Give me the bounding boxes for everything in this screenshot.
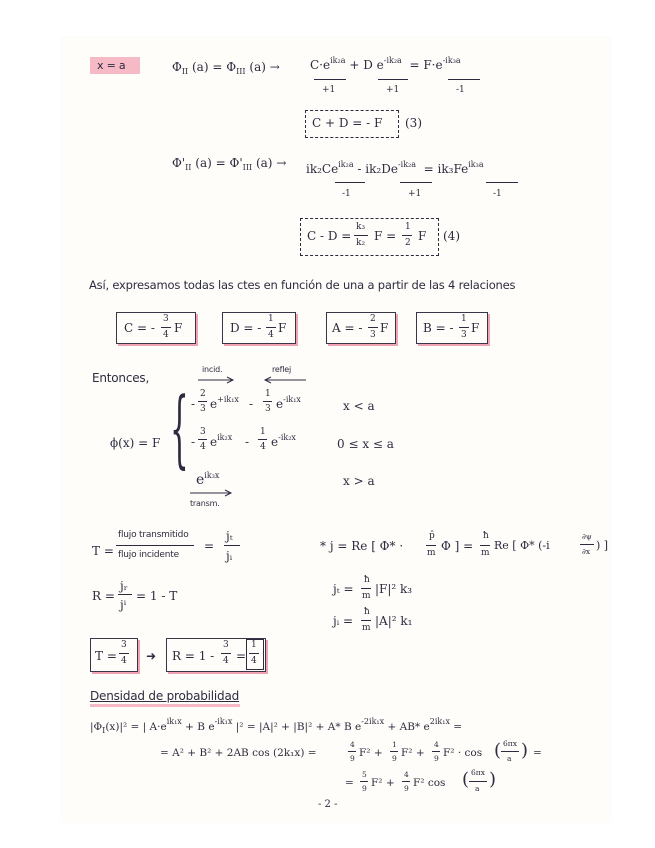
case2-e1: $e^{ik_2x}$ <box>210 433 233 449</box>
eq4-mid: F = <box>374 229 397 243</box>
j-def-post: Re [ Φ* (-i <box>494 539 550 552</box>
jt-lhs: jₜ = <box>333 582 354 596</box>
incid-label: incid. <box>202 365 223 374</box>
l2e-text: = <box>533 747 542 759</box>
R-result-den: 4 <box>223 656 229 666</box>
T-def-bar2 <box>224 545 240 546</box>
l2b-text: F² + <box>401 747 425 759</box>
coef-c-bar <box>161 327 171 328</box>
l3c-paren-close: ) <box>489 769 497 790</box>
case3-e: $e^{ik_3x}$ <box>196 471 220 488</box>
entonces-label: Entonces, <box>92 371 150 385</box>
case1-den2: 3 <box>265 404 271 414</box>
T-def-bar <box>116 545 194 546</box>
R-result-eq: = <box>236 649 247 663</box>
case2-bar2 <box>258 439 267 440</box>
case1-num2: 1 <box>265 389 271 399</box>
ji-num: ħ <box>364 607 370 617</box>
T-def-den2: jᵢ <box>226 549 233 563</box>
underbrace-1 <box>314 79 346 80</box>
eq4-half-bar <box>402 235 412 236</box>
phi-lhs: ϕ(x) = F <box>110 436 161 450</box>
l2d-paren-open: ( <box>494 740 502 761</box>
case3-cond: x > a <box>343 474 375 488</box>
l3c-num: 6πx <box>471 768 485 777</box>
l2b-bar <box>390 751 398 752</box>
density-line3: = <box>345 777 354 789</box>
j-def-m: m <box>427 548 436 558</box>
T-def-num2: jₜ <box>226 529 233 543</box>
R-result-num: 3 <box>223 640 229 650</box>
underbrace-3 <box>448 79 480 80</box>
l2c-num: 4 <box>434 740 439 749</box>
reflej-label: reflej <box>272 365 292 374</box>
T-result-den: 4 <box>121 656 127 666</box>
T-def-den: flujo incidente <box>118 550 179 560</box>
eq4-frac-den: k₂ <box>356 238 366 248</box>
l3b-den: 9 <box>404 784 409 793</box>
coef-b-num: 1 <box>461 314 467 324</box>
case2-num2: 1 <box>260 427 266 437</box>
coef-c-den: 4 <box>163 330 169 340</box>
coef-d-bar <box>266 327 276 328</box>
coef-a-den: 3 <box>370 330 376 340</box>
density-line2: = A² + B² + 2AB cos (2k₁x) = <box>160 747 317 759</box>
sentence: Así, expresamos todas las ctes en función de una a partir de las 4 relaciones <box>89 278 516 292</box>
T-result-bar <box>119 653 129 654</box>
l3a-num: 5 <box>362 770 367 779</box>
boundary-lhs: $\Phi_{II}$ $(a) = \Phi_{III}$ (a) → <box>172 60 280 76</box>
eq4-num: 1 <box>405 222 411 232</box>
arrow-icon: ➜ <box>146 649 157 663</box>
l2d-bar <box>501 751 519 752</box>
j-def: * j = Re [ Φ* · <box>320 539 404 553</box>
R-def-lhs: R = <box>92 589 115 603</box>
T-result-lhs: T = <box>95 649 117 663</box>
j-def-dnum: ∂ψ <box>582 532 592 541</box>
underbrace-label-4: -1 <box>342 189 351 199</box>
page-number: - 2 - <box>318 799 338 810</box>
j-def-dbar <box>580 544 594 545</box>
coef-d-lhs: D = - <box>230 321 262 335</box>
case1-minus: - <box>249 397 254 411</box>
jt-den: m <box>362 591 371 601</box>
T-result-num: 3 <box>121 640 127 650</box>
eq4-right: F <box>418 229 427 243</box>
l2d-num: 6πx <box>503 739 517 748</box>
T-def-lhs: T = <box>92 544 114 558</box>
R-result-den2: 4 <box>251 656 257 666</box>
l2c-den: 9 <box>434 754 439 763</box>
coef-d-den: 4 <box>268 330 274 340</box>
l2c-text: F² · cos <box>443 747 483 759</box>
underbrace-label-2: +1 <box>386 85 400 95</box>
incid-arrow <box>196 376 236 384</box>
case1-e2: $e^{-ik_1x}$ <box>276 395 301 411</box>
T-def-eq: = <box>204 539 215 553</box>
piecewise-brace: { <box>170 379 189 477</box>
j-def-hbar-bar <box>480 545 490 546</box>
j-def-hbar: ħ <box>483 531 489 541</box>
coef-d-rhs: F <box>278 321 287 335</box>
T-def-num: flujo transmitido <box>118 530 189 540</box>
l3a-text: F² + <box>371 777 395 789</box>
R-def-rhs: = 1 - T <box>136 589 178 603</box>
case1-bar1 <box>198 401 207 402</box>
l3a-den: 9 <box>362 784 367 793</box>
j-def-phat: p̂ <box>429 531 435 541</box>
l3b-num: 4 <box>404 770 409 779</box>
eq4-frac-num: k₃ <box>356 222 366 232</box>
coef-a-bar <box>368 327 378 328</box>
coef-a-lhs: A = - <box>332 321 363 335</box>
coef-b-bar <box>459 327 469 328</box>
R-result-bar <box>221 653 231 654</box>
l3c-bar <box>469 781 487 782</box>
coef-c-num: 3 <box>163 314 169 324</box>
l2d-den: a <box>507 754 512 763</box>
l3c-den: a <box>475 784 480 793</box>
underbrace-label-6: -1 <box>493 189 502 199</box>
condition-label: x = a <box>97 59 126 72</box>
j-def-mid2: Φ ] = <box>441 539 474 553</box>
ji-lhs: jᵢ = <box>333 614 354 628</box>
underbrace-6 <box>486 182 518 183</box>
jt-num: ħ <box>364 575 370 585</box>
l2b-num: 1 <box>392 740 397 749</box>
j-def-end: ) ] <box>596 539 609 552</box>
eq4-tag: (4) <box>443 229 460 243</box>
underbrace-label-5: +1 <box>408 189 422 199</box>
l3b-text: F² cos <box>413 777 446 789</box>
l2b-den: 9 <box>392 754 397 763</box>
eq3-tag: (3) <box>405 116 422 130</box>
density-line1: $|\Phi_I(x)|^2$ = | $A\cdot e^{ik_1x} + B$ $e^{-ik_1x}$ |² = |A|² + |B|² + A* B $e^{-2ik_1x} + AB*$ $e^{2ik_1x}$ = <box>90 717 463 735</box>
j-def-dden: ∂x <box>582 547 591 556</box>
l2c-bar <box>432 751 440 752</box>
j-def-hbar-m: m <box>481 548 490 558</box>
case1-e1: $e^{+ik_1x}$ <box>210 395 239 411</box>
case2-num1: 3 <box>200 427 206 437</box>
underbrace-label-3: -1 <box>456 85 465 95</box>
case2-minus: - <box>245 435 250 449</box>
case1-den1: 3 <box>200 404 206 414</box>
case2-cond: 0 ≤ x ≤ a <box>337 437 394 451</box>
coef-b-rhs: F <box>471 321 480 335</box>
R-result-lhs: R = 1 - <box>172 649 215 663</box>
transm-label: transm. <box>190 499 220 508</box>
jt-rhs: |F|² k₃ <box>375 582 413 596</box>
eq4-frac-bar <box>354 235 368 236</box>
l2a-den: 9 <box>350 754 355 763</box>
l2d-paren-close: ) <box>521 740 529 761</box>
case2-den1: 4 <box>200 442 206 452</box>
eq4-den: 2 <box>405 238 411 248</box>
l2a-text: F² + <box>359 747 383 759</box>
case1-pre: - <box>191 397 196 411</box>
underbrace-5 <box>400 182 432 183</box>
coef-d-num: 1 <box>268 314 274 324</box>
ji-den: m <box>362 623 371 633</box>
case2-bar1 <box>198 439 207 440</box>
eq3-text: C + D = - F <box>312 116 383 130</box>
coef-b-den: 3 <box>461 330 467 340</box>
j-def-phat-bar <box>426 545 436 546</box>
density-title: Densidad de probabilidad <box>90 689 240 703</box>
coef-a-rhs: F <box>380 321 389 335</box>
case2-pre: - <box>191 435 196 449</box>
R-result-num2: 1 <box>251 640 257 650</box>
l2a-num: 4 <box>350 740 355 749</box>
underbrace-2 <box>378 79 408 80</box>
ji-bar <box>361 620 371 621</box>
case2-e2: $e^{-ik_2x}$ <box>271 433 296 449</box>
underbrace-label-1: +1 <box>322 85 336 95</box>
case1-num1: 2 <box>200 389 206 399</box>
R-result-bar2 <box>249 653 259 654</box>
underbrace-4 <box>335 182 365 183</box>
boundary-rhs: $C\cdot e^{ik_2a} + D$ $e^{-ik_2a} = F\cdot e^{-ik_3a}$ <box>310 56 461 72</box>
case2-den2: 4 <box>260 442 266 452</box>
jt-bar <box>361 588 371 589</box>
l3a-bar <box>360 781 368 782</box>
R-def-num: jᵣ <box>120 579 128 593</box>
l3c-paren-open: ( <box>462 769 470 790</box>
coef-c-lhs: C = - <box>124 321 155 335</box>
reflej-arrow <box>262 376 308 384</box>
l3b-bar <box>402 781 410 782</box>
ji-rhs: |A|² k₁ <box>375 614 413 628</box>
transm-arrow <box>188 489 234 497</box>
coef-c-rhs: F <box>174 321 183 335</box>
R-def-den: jⁱ <box>120 598 127 612</box>
derivative-lhs: $\Phi'_{II}$ $(a) = \Phi'_{III}$ (a) → <box>172 156 287 172</box>
l2a-bar <box>348 751 356 752</box>
coef-a-num: 2 <box>370 314 376 324</box>
derivative-rhs: $ik_2Ce^{ik_2a} - ik_2De^{-ik_2a} = ik_3Fe^{ik_3a}$ <box>306 160 484 176</box>
coef-b-lhs: B = - <box>423 321 454 335</box>
case1-cond: x < a <box>343 399 375 413</box>
case1-bar2 <box>263 401 272 402</box>
density-title-highlight <box>90 704 240 707</box>
eq4-left: C - D = <box>307 229 352 243</box>
R-def-bar <box>118 594 132 595</box>
